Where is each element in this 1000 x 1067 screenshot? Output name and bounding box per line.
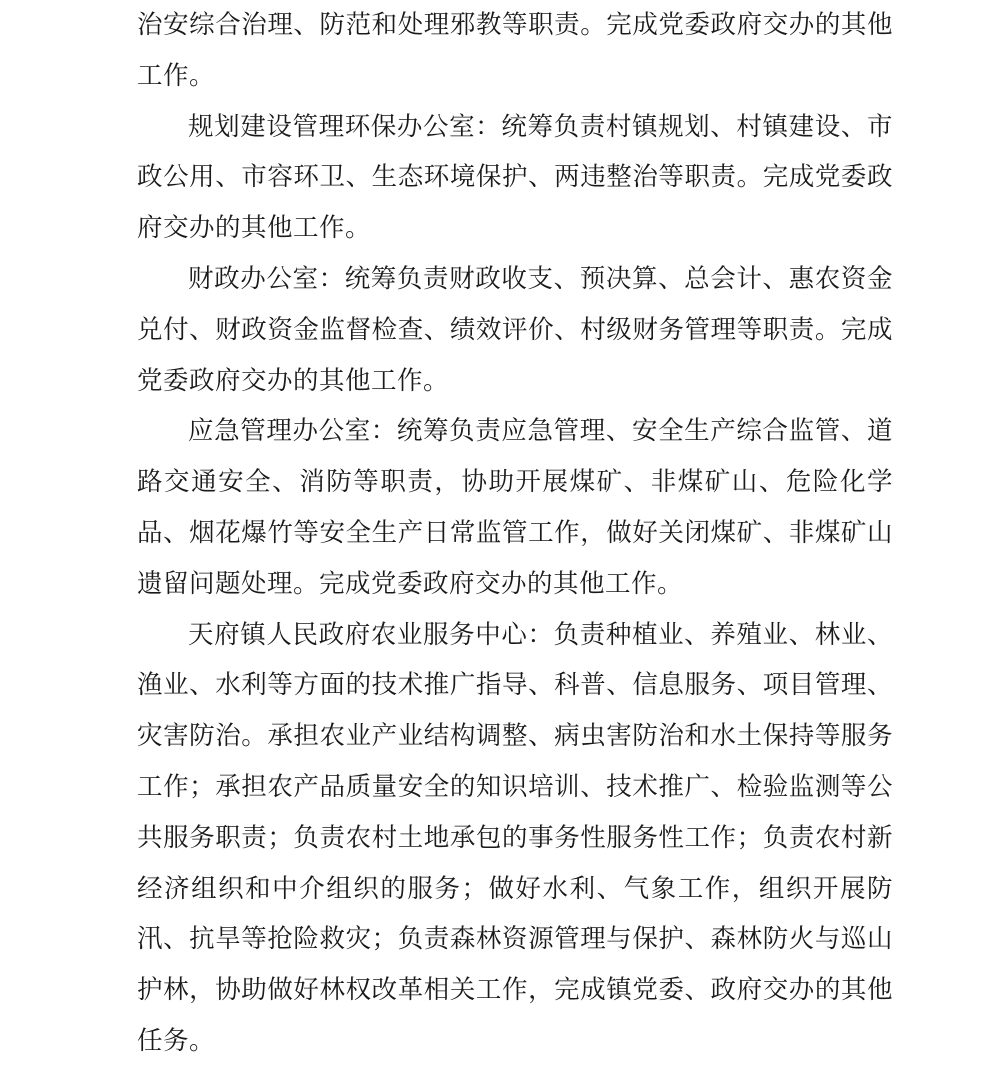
paragraph-agriculture-center: 天府镇人民政府农业服务中心：负责种植业、养殖业、林业、渔业、水利等方面的技术推广指导、科普、信息服务、项目管理、灾害防治。承担农业产业结构调整、病虫害防治和水土保持等服务工作；承担农产品质量安全的知识培训、技术推广、检验监测等公共服务职责；负责农村土地承包的事务性服务性工作；负责农村新经济组织和中介组织的服务；做好水利、气象工作，组织开展防汛、抗旱等抢险救灾；负责森林资源管理与保护、森林防火与巡山护林，协助做好林权改革相关工作，完成镇党委、政府交办的其他任务。 [137, 619, 893, 1056]
paragraph-planning-office: 规划建设管理环保办公室：统筹负责村镇规划、村镇建设、市政公用、市容环卫、生态环境保护、两违整治等职责。完成党委政府交办的其他工作。 [137, 111, 893, 244]
paragraph-finance-office: 财政办公室：统筹负责财政收支、预决算、总会计、惠农资金兑付、财政资金监督检查、绩效评价、村级财务管理等职责。完成党委政府交办的其他工作。 [137, 263, 893, 396]
paragraph-emergency-office: 应急管理办公室：统筹负责应急管理、安全生产综合监管、道路交通安全、消防等职责，协助开展煤矿、非煤矿山、危险化学品、烟花爆竹等安全生产日常监管工作，做好关闭煤矿、非煤矿山遗留问题处理。完成党委政府交办的其他工作。 [137, 416, 893, 599]
paragraph-public-security-continued: 治安综合治理、防范和处理邪教等职责。完成党委政府交办的其他工作。 [137, 10, 893, 91]
document-page [137, 0, 893, 1067]
